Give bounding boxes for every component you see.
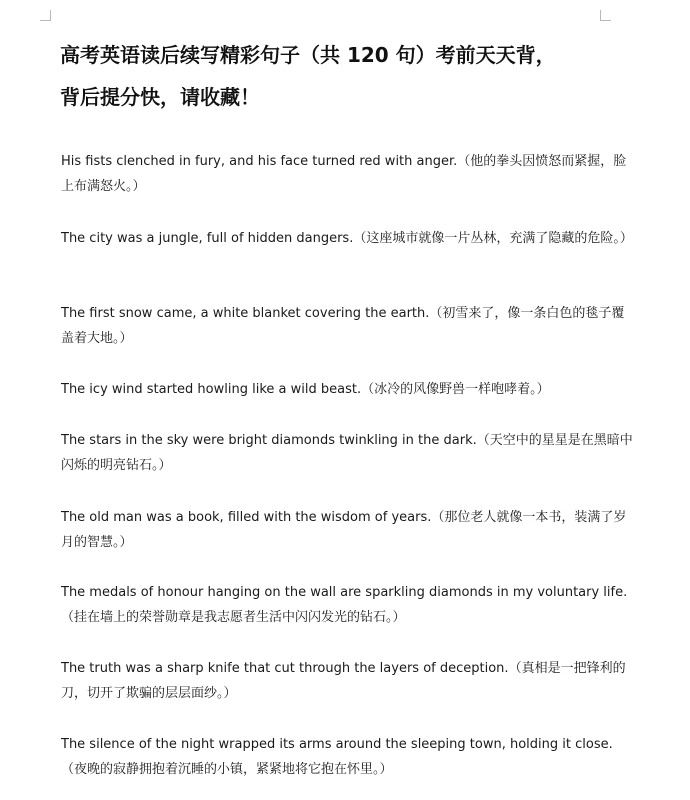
crop-mark-top-right xyxy=(600,10,611,21)
sentence-chinese: （那位老人就像一本书，装满了岁月的智慧。） xyxy=(61,510,627,550)
document-title xyxy=(60,34,650,118)
sentence-english: The icy wind started howling like a wild beast. xyxy=(61,382,362,397)
sentence-english: The medals of honour hanging on the wall are sparkling diamonds in my voluntary life. xyxy=(61,585,628,600)
title-line-1: 高考英语读后续写精彩句子（共 120 句）考前天天背， xyxy=(60,43,556,67)
sentence-english: The old man was a book, filled with the wisdom of years. xyxy=(61,510,432,525)
sentence-chinese: （这座城市就像一片丛林，充满了隐藏的危险。） xyxy=(353,231,633,246)
sentence-paragraph xyxy=(61,301,633,351)
sentence-english: The first snow came, a white blanket covering the earth. xyxy=(61,306,430,321)
sentence-chinese: （夜晚的寂静拥抱着沉睡的小镇，紧紧地将它抱在怀里。） xyxy=(61,762,393,777)
crop-mark-top-left xyxy=(40,10,51,21)
sentence-paragraph xyxy=(61,580,633,630)
sentence-paragraph xyxy=(61,732,633,782)
sentence-paragraph xyxy=(61,428,633,478)
sentence-english: The stars in the sky were bright diamonds twinkling in the dark. xyxy=(61,433,477,448)
sentence-english: The truth was a sharp knife that cut through the layers of deception. xyxy=(61,661,509,676)
sentence-chinese: （初雪来了，像一条白色的毯子覆盖着大地。） xyxy=(61,306,625,346)
sentence-chinese: （真相是一把锋利的刀，切开了欺骗的层层面纱。） xyxy=(61,661,626,701)
sentence-chinese: （冰冷的风像野兽一样咆哮着。） xyxy=(361,382,550,397)
sentence-english: His fists clenched in fury, and his face turned red with anger. xyxy=(61,154,458,169)
sentence-paragraph xyxy=(61,149,633,199)
sentence-paragraph xyxy=(61,226,633,251)
sentence-chinese: （天空中的星星是在黑暗中闪烁的明亮钻石。） xyxy=(61,433,633,473)
sentence-paragraph xyxy=(61,377,633,402)
sentence-chinese: （他的拳头因愤怒而紧握，脸上布满怒火。） xyxy=(61,154,627,194)
sentence-paragraph xyxy=(61,656,633,706)
sentence-english: The city was a jungle, full of hidden dangers. xyxy=(61,231,354,246)
sentence-chinese: （挂在墙上的荣誉勋章是我志愿者生活中闪闪发光的钻石。） xyxy=(61,610,406,625)
sentence-english: The silence of the night wrapped its arms around the sleeping town, holding it close. xyxy=(61,737,613,752)
sentence-paragraph xyxy=(61,505,633,555)
title-line-2: 背后提分快，请收藏！ xyxy=(60,85,260,109)
